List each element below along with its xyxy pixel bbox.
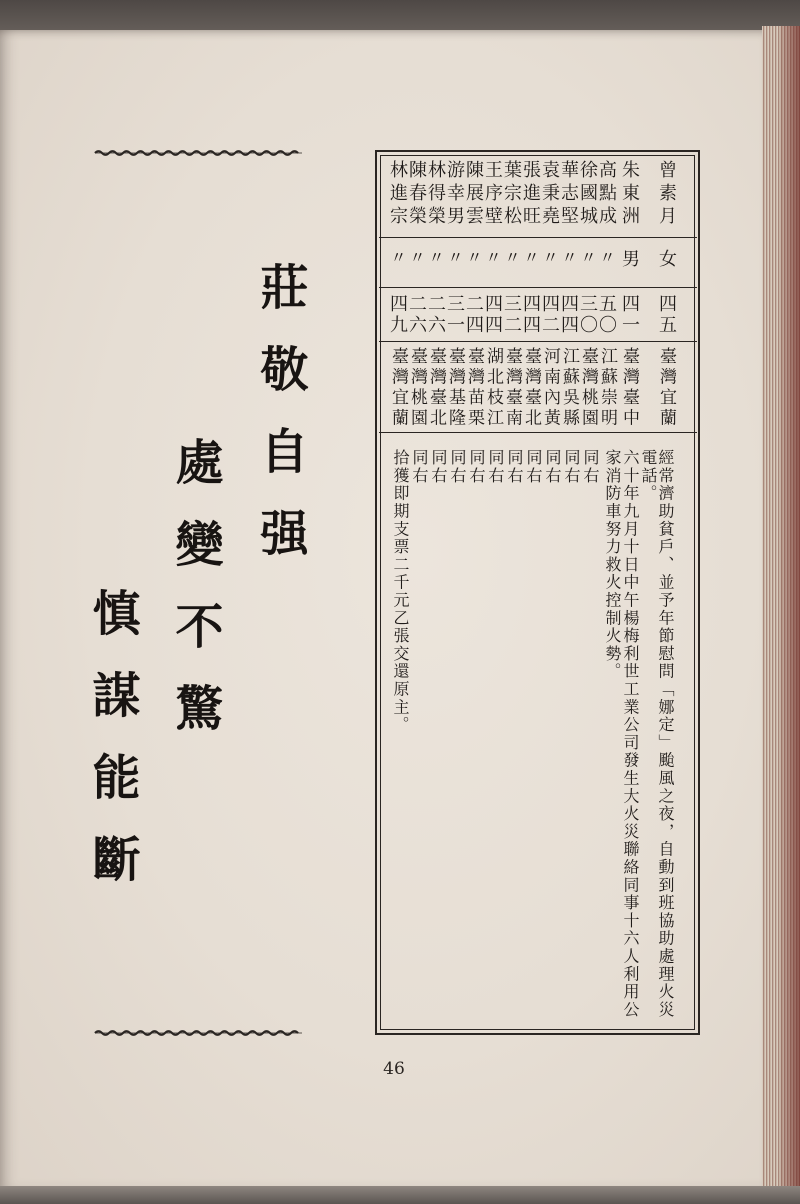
- native-place-cell: 臺灣宜蘭: [656, 347, 676, 429]
- age-cell: 四四: [558, 294, 579, 336]
- page-stack-shadow: [780, 26, 800, 1194]
- gender-group: [388, 249, 616, 265]
- age-cell: 四五: [656, 294, 677, 336]
- deed-column: 同右: [429, 449, 448, 485]
- name-cell: 游幸男: [444, 160, 465, 229]
- native-place-cell: 湖北枝江: [483, 347, 503, 429]
- name-cell: 葉宗松: [501, 160, 522, 229]
- name-cell: 曾素月: [656, 160, 677, 229]
- age-cell: 三〇: [577, 294, 598, 336]
- age-cell: 四九: [387, 294, 408, 336]
- deed-column: 同右: [505, 449, 524, 485]
- row-divider: [379, 287, 697, 288]
- slogan-second: 處變不驚: [167, 437, 223, 765]
- deed-column: 同右: [524, 449, 543, 485]
- age-cell: 四四: [482, 294, 503, 336]
- row-divider: [379, 341, 697, 342]
- name-cell: 華志堅: [558, 160, 579, 229]
- name-cell: 袁秉堯: [539, 160, 560, 229]
- ditto-mark: 〃: [559, 249, 578, 265]
- native-place-cell: 臺灣臺北: [426, 347, 446, 429]
- row-divider: [379, 237, 697, 238]
- ditto-mark: 〃: [540, 249, 559, 265]
- age-cell: 五〇: [596, 294, 617, 336]
- ditto-mark: 〃: [426, 249, 445, 265]
- row-divider: [379, 432, 697, 433]
- age-cell: 四二: [539, 294, 560, 336]
- ditto-mark: 〃: [445, 249, 464, 265]
- ditto-mark: 〃: [521, 249, 540, 265]
- ditto-mark: 〃: [578, 249, 597, 265]
- name-group: [388, 160, 616, 229]
- native-place-cell: 江蘇吳縣: [559, 347, 579, 429]
- native-place-cell: 臺灣臺中: [619, 347, 639, 429]
- slogan-third: 慎謀能斷: [84, 588, 140, 916]
- deed-column: 經常濟助貧戶、並予年節慰問「娜定」颱風之夜，自動到班協助處理火災: [656, 449, 675, 1019]
- name-cell: 王序壁: [482, 160, 503, 229]
- deed-column: 六十年九月十日中午楊梅利世工業公司發生大火災聯絡同事十六人利用公: [621, 449, 640, 1019]
- decorative-rule-top: [93, 147, 305, 159]
- name-cell: 張進旺: [520, 160, 541, 229]
- page-number: 46: [383, 1059, 405, 1079]
- age-cell: 四四: [520, 294, 541, 336]
- gender-cell: 男: [619, 249, 640, 267]
- deed-column: 同右: [562, 449, 581, 485]
- name-cell: 陳展雲: [463, 160, 484, 229]
- deed-column: 電話。: [639, 449, 658, 503]
- ditto-mark: 〃: [502, 249, 521, 265]
- native-place-cell: 臺灣桃園: [578, 347, 598, 429]
- age-cell: 三一: [444, 294, 465, 336]
- age-cell: 二四: [463, 294, 484, 336]
- native-place-cell: 臺灣臺北: [521, 347, 541, 429]
- slogan-first: 莊敬自强: [252, 262, 308, 590]
- book-bottom-edge: [0, 1186, 800, 1204]
- deed-column: 拾獲即期支票二千元乙張交還原主。: [391, 449, 410, 734]
- native-place-cell: 臺灣桃園: [407, 347, 427, 429]
- native-place-cell: 河南內黃: [540, 347, 560, 429]
- gender-cell: 女: [656, 249, 677, 267]
- name-cell: 陳春榮: [406, 160, 427, 229]
- deed-column: 同右: [486, 449, 505, 485]
- deed-column: 家消防車努力救火控制火勢。: [603, 449, 622, 681]
- ditto-mark: 〃: [388, 249, 407, 265]
- name-cell: 朱東洲: [619, 160, 640, 229]
- age-cell: 二六: [425, 294, 446, 336]
- age-cell: 四一: [619, 294, 640, 336]
- deed-column: 同右: [448, 449, 467, 485]
- ditto-mark: 〃: [597, 249, 616, 265]
- age-group: [388, 294, 616, 336]
- ditto-mark: 〃: [407, 249, 426, 265]
- deed-column: 同右: [543, 449, 562, 485]
- native-place-cell: 臺灣苗栗: [464, 347, 484, 429]
- ditto-mark: 〃: [464, 249, 483, 265]
- age-cell: 三二: [501, 294, 522, 336]
- name-cell: 高點成: [596, 160, 617, 229]
- name-cell: 林進宗: [387, 160, 408, 229]
- native-place-cell: 江蘇崇明: [597, 347, 617, 429]
- deed-column: 同右: [410, 449, 429, 485]
- native-place-cell: 臺灣宜蘭: [388, 347, 408, 429]
- decorative-rule-bottom: [93, 1027, 305, 1039]
- name-cell: 徐國城: [577, 160, 598, 229]
- native-place-cell: 臺灣臺南: [502, 347, 522, 429]
- deed-column: 同右: [581, 449, 600, 485]
- name-cell: 林得榮: [425, 160, 446, 229]
- native-place-group: [388, 347, 616, 429]
- native-place-cell: 臺灣基隆: [445, 347, 465, 429]
- ditto-mark: 〃: [483, 249, 502, 265]
- deed-column: 同右: [467, 449, 486, 485]
- age-cell: 二六: [406, 294, 427, 336]
- deed-group: [391, 449, 600, 734]
